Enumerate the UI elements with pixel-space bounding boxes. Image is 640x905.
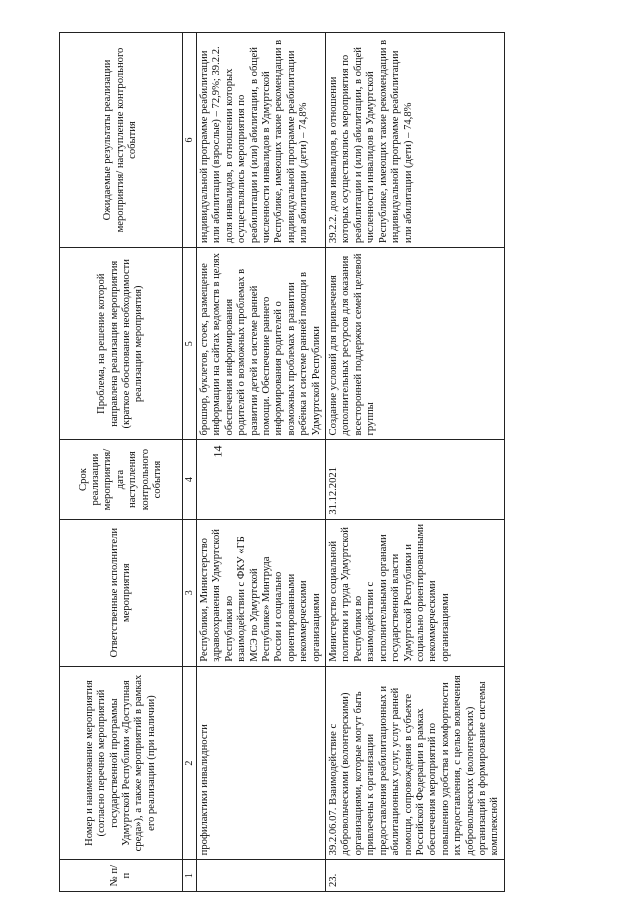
column-number: 5 bbox=[183, 248, 197, 440]
row-number bbox=[197, 860, 326, 892]
problem-cell: Создание условий для привлечения дополнительных ресурсов для оказания всесторонней поддержки семей целевой группы bbox=[326, 248, 505, 440]
column-number: 4 bbox=[183, 440, 197, 519]
row-number: 23. bbox=[326, 860, 505, 892]
measure-name-cell: 39.2.06.07. Взаимодействие с добровольческими (волонтерскими) организациями, которые могут быть привлечены к организации предоставления реабилитационных и абилитационных услуг, услуг ранней помощи, сопровождения в субъекте Российской Федерации в рамках обеспечения мероприятий по повышению удобства и комфортности их предоставления, с целью вовлечения добровольческих (волонтерских) организаций в формирование системы комплексной bbox=[326, 666, 505, 860]
executors-cell: Республики, Министерство здравоохранения Удмуртской Республики во взаимодействии с ФКУ «ГБ МСЭ по Удмуртской Республике» Минтруда России и социально ориентированными некоммерческими организациями bbox=[197, 519, 326, 666]
table-row bbox=[197, 33, 326, 892]
header-number: № п/п bbox=[60, 860, 183, 892]
results-cell: индивидуальной программе реабилитации или абилитации (взрослые) – 72,9%; 39.2.2. доля инвалидов, в отношении которых осуществлялись мероприятия по реабилитации и (или) абилитации, в общей численности инвалидов в Удмуртской Республике, имеющих такие рекомендации в индивидуальной программе реабилитации или абилитации (дети) – 74,8% bbox=[197, 33, 326, 248]
header-executors: Ответственные исполнители мероприятия bbox=[60, 519, 183, 666]
column-number: 1 bbox=[183, 860, 197, 892]
header-deadline: Срок реализации мероприятия/ дата наступления контрольного события bbox=[60, 440, 183, 519]
problem-cell: брошюр, буклетов, стоек, размещение информации на сайтах ведомств в целях обеспечения информирования родителей о возможных проблемах в развитии детей и системе ранней помощи. Обеспечение раннего информирования родителей о возможных проблемах в развитии ребёнка и системе ранней помощи в Удмуртской Республики bbox=[197, 248, 326, 440]
header-problem: Проблема, на решение которой направлена реализация мероприятия (краткое обоснование необходимости реализации мероприятия) bbox=[60, 248, 183, 440]
table-header-row bbox=[60, 33, 183, 892]
executors-cell: Министерство социальной политики и труда Удмуртской Республики во взаимодействии с исполнительными органами государственной власти Удмуртской Республики и социально ориентированными некоммерческими организациями bbox=[326, 519, 505, 666]
measure-name-cell: профилактики инвалидности bbox=[197, 666, 326, 860]
header-measure-name: Номер и наименование мероприятия (согласно перечню мероприятий государственной программы Удмуртской Республики «Доступная среда»), а также мероприятий в рамках его реализации (при наличии) bbox=[60, 666, 183, 860]
header-results: Ожидаемые результаты реализации мероприятия/ наступление контрольного события bbox=[60, 33, 183, 248]
table-row bbox=[326, 33, 505, 892]
column-number: 2 bbox=[183, 666, 197, 860]
rotated-table-container bbox=[59, 32, 619, 892]
deadline-cell bbox=[197, 440, 326, 519]
column-number-row bbox=[183, 33, 197, 892]
measures-table bbox=[59, 32, 505, 892]
results-cell: 39.2.2. доля инвалидов, в отношении которых осуществлялись мероприятия по реабилитации и (или) абилитации, в общей численности инвалидов в Удмуртской Республике, имеющих такие рекомендации в индивидуальной программе реабилитации или абилитации (дети) – 74,8% bbox=[326, 33, 505, 248]
column-number: 6 bbox=[183, 33, 197, 248]
column-number: 3 bbox=[183, 519, 197, 666]
deadline-cell: 31.12.2021 bbox=[326, 440, 505, 519]
page-number: 14 bbox=[210, 445, 225, 458]
